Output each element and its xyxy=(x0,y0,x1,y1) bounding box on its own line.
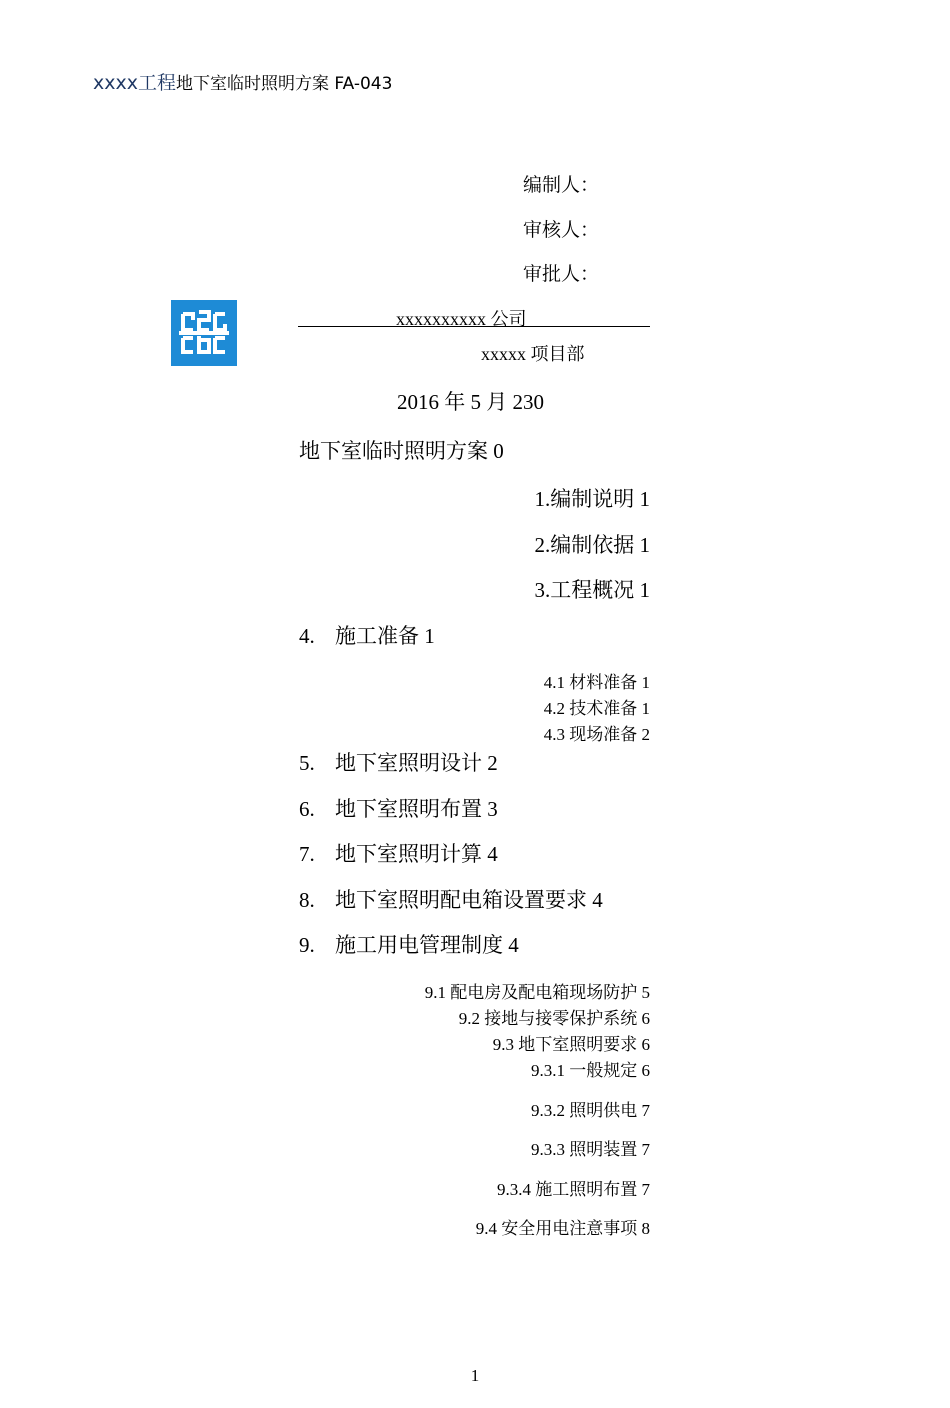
header-project-prefix: xxxx工程 xyxy=(93,72,176,94)
toc-subentry[interactable]: 9.3 地下室照明要求 6 xyxy=(492,1035,650,1054)
toc-entry[interactable]: 6. 地下室照明布置 3 xyxy=(299,797,498,821)
signature-approver: 审批人： xyxy=(523,263,600,285)
toc-subentry[interactable]: 9.3.4 施工照明布置 7 xyxy=(497,1180,650,1199)
toc-subentry[interactable]: 4.1 材料准备 1 xyxy=(543,673,650,692)
toc-entry[interactable]: 1.编制说明 1 xyxy=(534,487,650,511)
department-name: xxxxx 项目部 xyxy=(481,344,585,364)
toc-subentry[interactable]: 9.3.3 照明装置 7 xyxy=(531,1140,650,1159)
toc-entry[interactable]: 5. 地下室照明设计 2 xyxy=(299,751,498,775)
toc-entry[interactable]: 4. 施工准备 1 xyxy=(299,624,435,648)
running-header xyxy=(93,68,392,95)
toc-subentry[interactable]: 9.4 安全用电注意事项 8 xyxy=(475,1219,650,1238)
page-number: 1 xyxy=(470,1366,480,1385)
toc-subentry[interactable]: 9.3.2 照明供电 7 xyxy=(531,1101,650,1120)
company-name: xxxxxxxxxx 公司 xyxy=(396,309,527,329)
toc-subentry[interactable]: 9.2 接地与接零保护系统 6 xyxy=(458,1009,650,1028)
toc-entry[interactable]: 2.编制依据 1 xyxy=(534,533,650,557)
header-doc-title: 地下室临时照明方案 FA-043 xyxy=(175,74,393,94)
toc-subentry[interactable]: 9.3.1 一般规定 6 xyxy=(531,1061,650,1080)
toc-entry[interactable]: 3.工程概况 1 xyxy=(534,578,650,602)
toc-subentry[interactable]: 4.2 技术准备 1 xyxy=(543,699,650,718)
toc-title: 地下室临时照明方案 0 xyxy=(299,439,504,463)
toc-entry[interactable]: 9. 施工用电管理制度 4 xyxy=(299,933,519,957)
toc-entry[interactable]: 8. 地下室照明配电箱设置要求 4 xyxy=(299,888,603,912)
cscec-logo-icon xyxy=(171,300,237,366)
company-logo xyxy=(171,300,237,366)
signature-reviewer: 审核人： xyxy=(523,219,600,241)
company-underline xyxy=(298,326,650,327)
signature-compiler: 编制人： xyxy=(523,174,600,196)
toc-subentry[interactable]: 4.3 现场准备 2 xyxy=(543,725,650,744)
toc-subentry[interactable]: 9.1 配电房及配电箱现场防护 5 xyxy=(424,983,650,1002)
toc-entry[interactable]: 7. 地下室照明计算 4 xyxy=(299,842,498,866)
document-date: 2016 年 5 月 230 xyxy=(397,390,544,414)
